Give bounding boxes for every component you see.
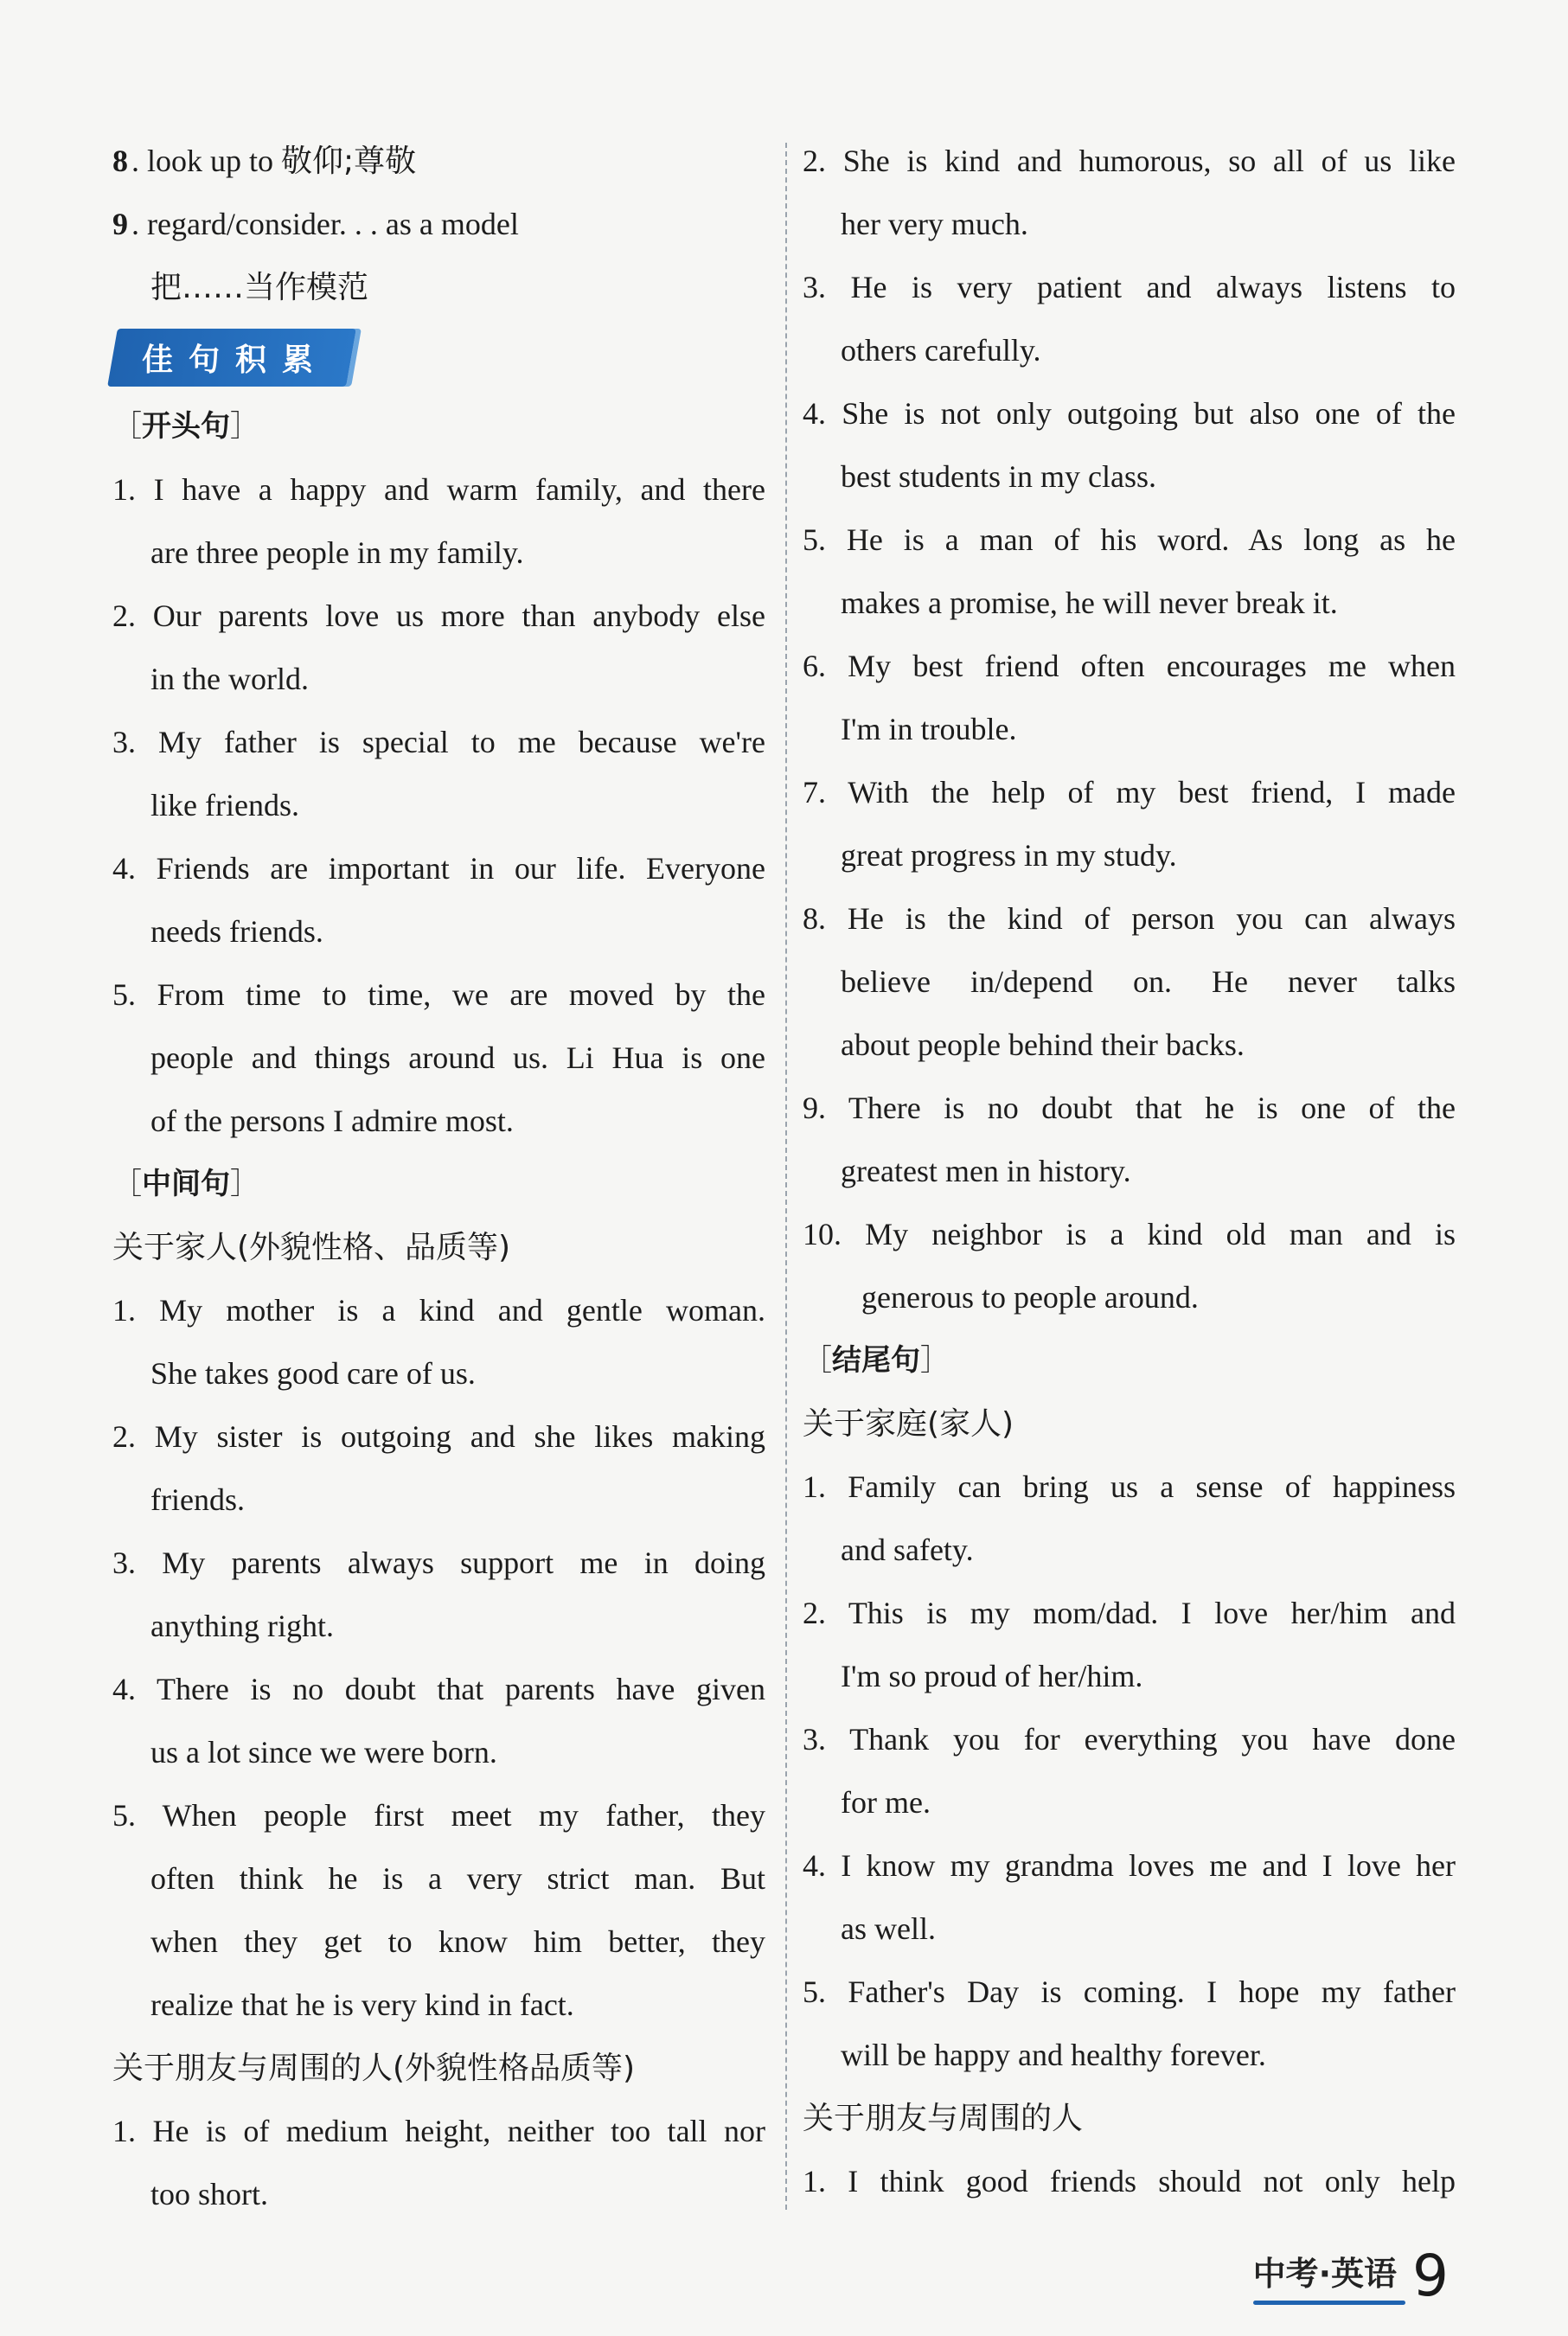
sentence-line: 5. From time to time, we are moved by the [112, 977, 765, 1012]
sentence-line: like friends. [150, 788, 299, 822]
sentence-line: are three people in my family. [150, 535, 524, 570]
sentence-line: friends. [150, 1482, 245, 1517]
right-column [803, 130, 1456, 2213]
sentence-line: 8. He is the kind of person you can always [803, 901, 1456, 936]
column-divider [785, 143, 787, 2210]
sentence-line: 6. My best friend often encourages me when [803, 649, 1456, 683]
sentence-line: 1. My mother is a kind and gentle woman. [112, 1293, 765, 1328]
sentence-line: needs friends. [150, 914, 323, 949]
sentence-line: 4. I know my grandma loves me and I love her [803, 1848, 1456, 1883]
sentence-line: 4. There is no doubt that parents have given [112, 1672, 765, 1706]
page-number: 9 [1412, 2243, 1449, 2309]
sentence-line: about people behind their backs. [841, 1027, 1245, 1062]
vocab-item-9 [112, 193, 765, 256]
sentence-line: generous to people around. [861, 1280, 1199, 1315]
sentence-line: 4. She is not only outgoing but also one of the [803, 396, 1456, 431]
footer-title [1253, 2247, 1397, 2294]
sentence-line: of the persons I admire most. [150, 1104, 514, 1138]
heading-text: 中间句 [142, 1167, 230, 1201]
sentence-line: 10. My neighbor is a kind old man and is [803, 1217, 1456, 1251]
sentence-line: her very much. [841, 207, 1028, 241]
vocab-text: . look up to [131, 144, 282, 178]
middle-heading: ［中间句］ [112, 1167, 259, 1201]
banner-label [107, 329, 356, 387]
sentence-line: 2. My sister is outgoing and she likes making [112, 1419, 765, 1454]
sentence-line: 3. He is very patient and always listens to [803, 270, 1456, 304]
vocab-translation: 把……当作模范 [150, 270, 369, 305]
item-number: 8 [112, 144, 128, 178]
sentence-line: when they get to know him better, they [150, 1924, 765, 1959]
sentence-line: people and things around us. Li Hua is one [150, 1040, 765, 1075]
ending-heading: ［结尾句］ [803, 1343, 950, 1378]
sentence-line: as well. [841, 1911, 936, 1946]
sentence-line: 3. My father is special to me because we're [112, 725, 765, 759]
sentence-line: us a lot since we were born. [150, 1735, 497, 1770]
sentence-line: for me. [841, 1785, 931, 1820]
opening-heading: ［开头句］ [112, 409, 259, 444]
section-banner [112, 319, 765, 395]
footer-underline [1253, 2301, 1405, 2305]
vocab-item-9-translation [112, 256, 765, 319]
left-column [112, 130, 765, 2226]
subheading-family: 关于家人(外貌性格、品质等) [112, 1230, 511, 1265]
sentence-line: 4. Friends are important in our life. Everyone [112, 851, 765, 886]
vocab-item-8 [112, 130, 765, 193]
sentence-line: 1. I have a happy and warm family, and there [112, 472, 765, 507]
sentence-line: others carefully. [841, 333, 1041, 368]
subheading-friends: 关于朋友与周围的人 [803, 2101, 1084, 2136]
sentence-line: I'm in trouble. [841, 712, 1017, 746]
sentence-line: 2. This is my mom/dad. I love her/him and [803, 1596, 1456, 1630]
sentence-line: 5. He is a man of his word. As long as he [803, 522, 1456, 557]
heading-text: 开头句 [142, 409, 230, 444]
sentence-line: 3. Thank you for everything you have done [803, 1722, 1456, 1757]
sentence-line: I'm so proud of her/him. [841, 1659, 1143, 1693]
sentence-line: 5. Father's Day is coming. I hope my father [803, 1974, 1456, 2009]
sentence-line: great progress in my study. [841, 838, 1177, 873]
sentence-line: 1. He is of medium height, neither too tall nor [112, 2114, 765, 2148]
sentence-line: often think he is a very strict man. But [150, 1861, 765, 1896]
item-number: 9 [112, 207, 128, 241]
sentence-line: too short. [150, 2177, 269, 2211]
sentence-line: believe in/depend on. He never talks [841, 964, 1456, 999]
sentence-line: best students in my class. [841, 459, 1156, 494]
sentence-line: in the world. [150, 662, 309, 696]
sentence-line: 3. My parents always support me in doing [112, 1546, 765, 1580]
subheading-family: 关于家庭(家人) [803, 1406, 1014, 1442]
sentence-line: makes a promise, he will never break it. [841, 586, 1338, 620]
sentence-line: 1. Family can bring us a sense of happiness [803, 1469, 1456, 1504]
sentence-line: anything right. [150, 1609, 334, 1643]
sentence-line: 5. When people first meet my father, they [112, 1798, 765, 1833]
vocab-text: . regard/consider. . . as a model [131, 207, 519, 241]
sentence-line: 1. I think good friends should not only help [803, 2164, 1456, 2198]
sentence-line: realize that he is very kind in fact. [150, 1987, 574, 2022]
sentence-line: will be happy and healthy forever. [841, 2038, 1266, 2072]
heading-text: 结尾句 [832, 1343, 920, 1378]
sentence-line: 9. There is no doubt that he is one of the [803, 1091, 1456, 1125]
page-footer [1252, 2243, 1449, 2309]
sentence-line: greatest men in history. [841, 1154, 1131, 1188]
sentence-line: 7. With the help of my best friend, I made [803, 775, 1456, 810]
sentence-line: and safety. [841, 1533, 974, 1567]
sentence-line: 2. Our parents love us more than anybody else [112, 598, 765, 633]
sentence-line: 2. She is kind and humorous, so all of us like [803, 144, 1456, 178]
banner-text: 佳句积累 [142, 342, 330, 378]
subheading-friends: 关于朋友与周围的人(外貌性格品质等) [112, 2051, 636, 2086]
sentence-line: She takes good care of us. [150, 1356, 476, 1391]
footer-title-text: 中考·英语 [1252, 2255, 1397, 2293]
vocab-translation: 敬仰;尊敬 [281, 144, 417, 179]
